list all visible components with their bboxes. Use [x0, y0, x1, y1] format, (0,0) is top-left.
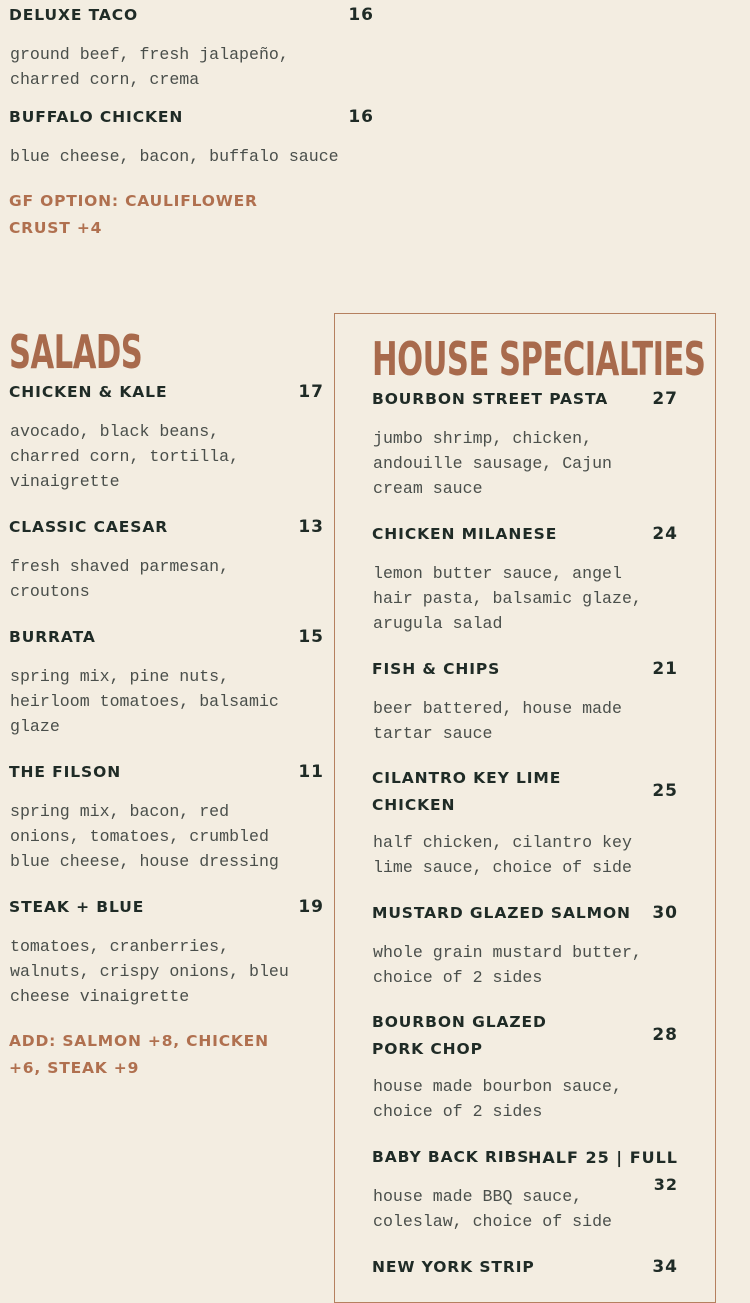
- menu-item-description: tomatoes, cranberries, walnuts, crispy onions, bleu cheese vinaigrette: [10, 937, 289, 1006]
- menu-item-name: BOURBON STREET PASTA: [372, 390, 609, 408]
- menu-item-description: lemon butter sauce, angel hair pasta, balsamic glaze, arugula salad: [373, 564, 642, 633]
- menu-item-description: spring mix, pine nuts, heirloom tomatoes, balsamic glaze: [10, 667, 279, 736]
- menu-item-name: THE FILSON: [9, 763, 122, 781]
- menu-item-price: 28: [652, 1025, 678, 1045]
- menu-item-name: NEW YORK STRIP: [372, 1258, 535, 1276]
- menu-item-price: 16: [348, 107, 374, 127]
- menu-item-name: MUSTARD GLAZED SALMON: [372, 904, 631, 922]
- menu-item-name: BUFFALO CHICKEN: [9, 108, 184, 126]
- menu-item-description: jumbo shrimp, chicken, andouille sausage, Cajun cream sauce: [373, 429, 612, 498]
- menu-item-description: beer battered, house made tartar sauce: [373, 699, 622, 743]
- menu-item-description: avocado, black beans, charred corn, tortilla, vinaigrette: [10, 422, 240, 491]
- section-heading-house-specialties: HOUSE SPECIALTIES: [372, 332, 706, 387]
- menu-item-name: DELUXE TACO: [9, 6, 139, 24]
- menu-item-description: ground beef, fresh jalapeño, charred corn, crema: [10, 45, 289, 89]
- menu-item-name: BABY BACK RIBS: [372, 1148, 530, 1166]
- menu-item-name: CHICKEN & KALE: [9, 383, 168, 401]
- menu-item-price: 17: [298, 382, 324, 402]
- menu-item-price: 13: [298, 517, 324, 537]
- salad-addons-note: ADD: SALMON +8, CHICKEN +6, STEAK +9: [9, 1032, 269, 1077]
- menu-item-description: whole grain mustard butter, choice of 2 sides: [373, 943, 642, 987]
- menu-item-description: fresh shaved parmesan, croutons: [10, 557, 230, 601]
- menu-item-price: 30: [652, 903, 678, 923]
- menu-item-price: 34: [652, 1257, 678, 1277]
- menu-item-price: 15: [298, 627, 324, 647]
- menu-item-name: CILANTRO KEY LIME CHICKEN: [372, 769, 562, 814]
- gf-option-note: GF OPTION: CAULIFLOWER CRUST +4: [9, 192, 258, 237]
- menu-item-price: 27: [652, 389, 678, 409]
- menu-item-name: BURRATA: [9, 628, 96, 646]
- menu-item-description: half chicken, cilantro key lime sauce, choice of side: [373, 833, 632, 877]
- menu-item-price: 11: [298, 762, 324, 782]
- menu-item-name: CHICKEN MILANESE: [372, 525, 558, 543]
- menu-item-description: spring mix, bacon, red onions, tomatoes, crumbled blue cheese, house dressing: [10, 802, 279, 871]
- menu-item-description: house made BBQ sauce, coleslaw, choice of side: [373, 1187, 612, 1231]
- menu-item-name: FISH & CHIPS: [372, 660, 501, 678]
- menu-item-name: BOURBON GLAZED PORK CHOP: [372, 1013, 547, 1058]
- menu-item-description: house made bourbon sauce, choice of 2 sides: [373, 1077, 622, 1121]
- menu-item-name: STEAK + BLUE: [9, 898, 145, 916]
- menu-item-price: 24: [652, 524, 678, 544]
- menu-item-price: 19: [298, 897, 324, 917]
- menu-item-price: 16: [348, 5, 374, 25]
- section-heading-salads: SALADS: [9, 325, 143, 380]
- menu-item-price: 25: [652, 781, 678, 801]
- menu-item-price: HALF 25 | FULL 32: [527, 1148, 678, 1194]
- menu-item-price: 21: [652, 659, 678, 679]
- menu-item-name: CLASSIC CAESAR: [9, 518, 169, 536]
- menu-item-description: blue cheese, bacon, buffalo sauce: [10, 147, 339, 166]
